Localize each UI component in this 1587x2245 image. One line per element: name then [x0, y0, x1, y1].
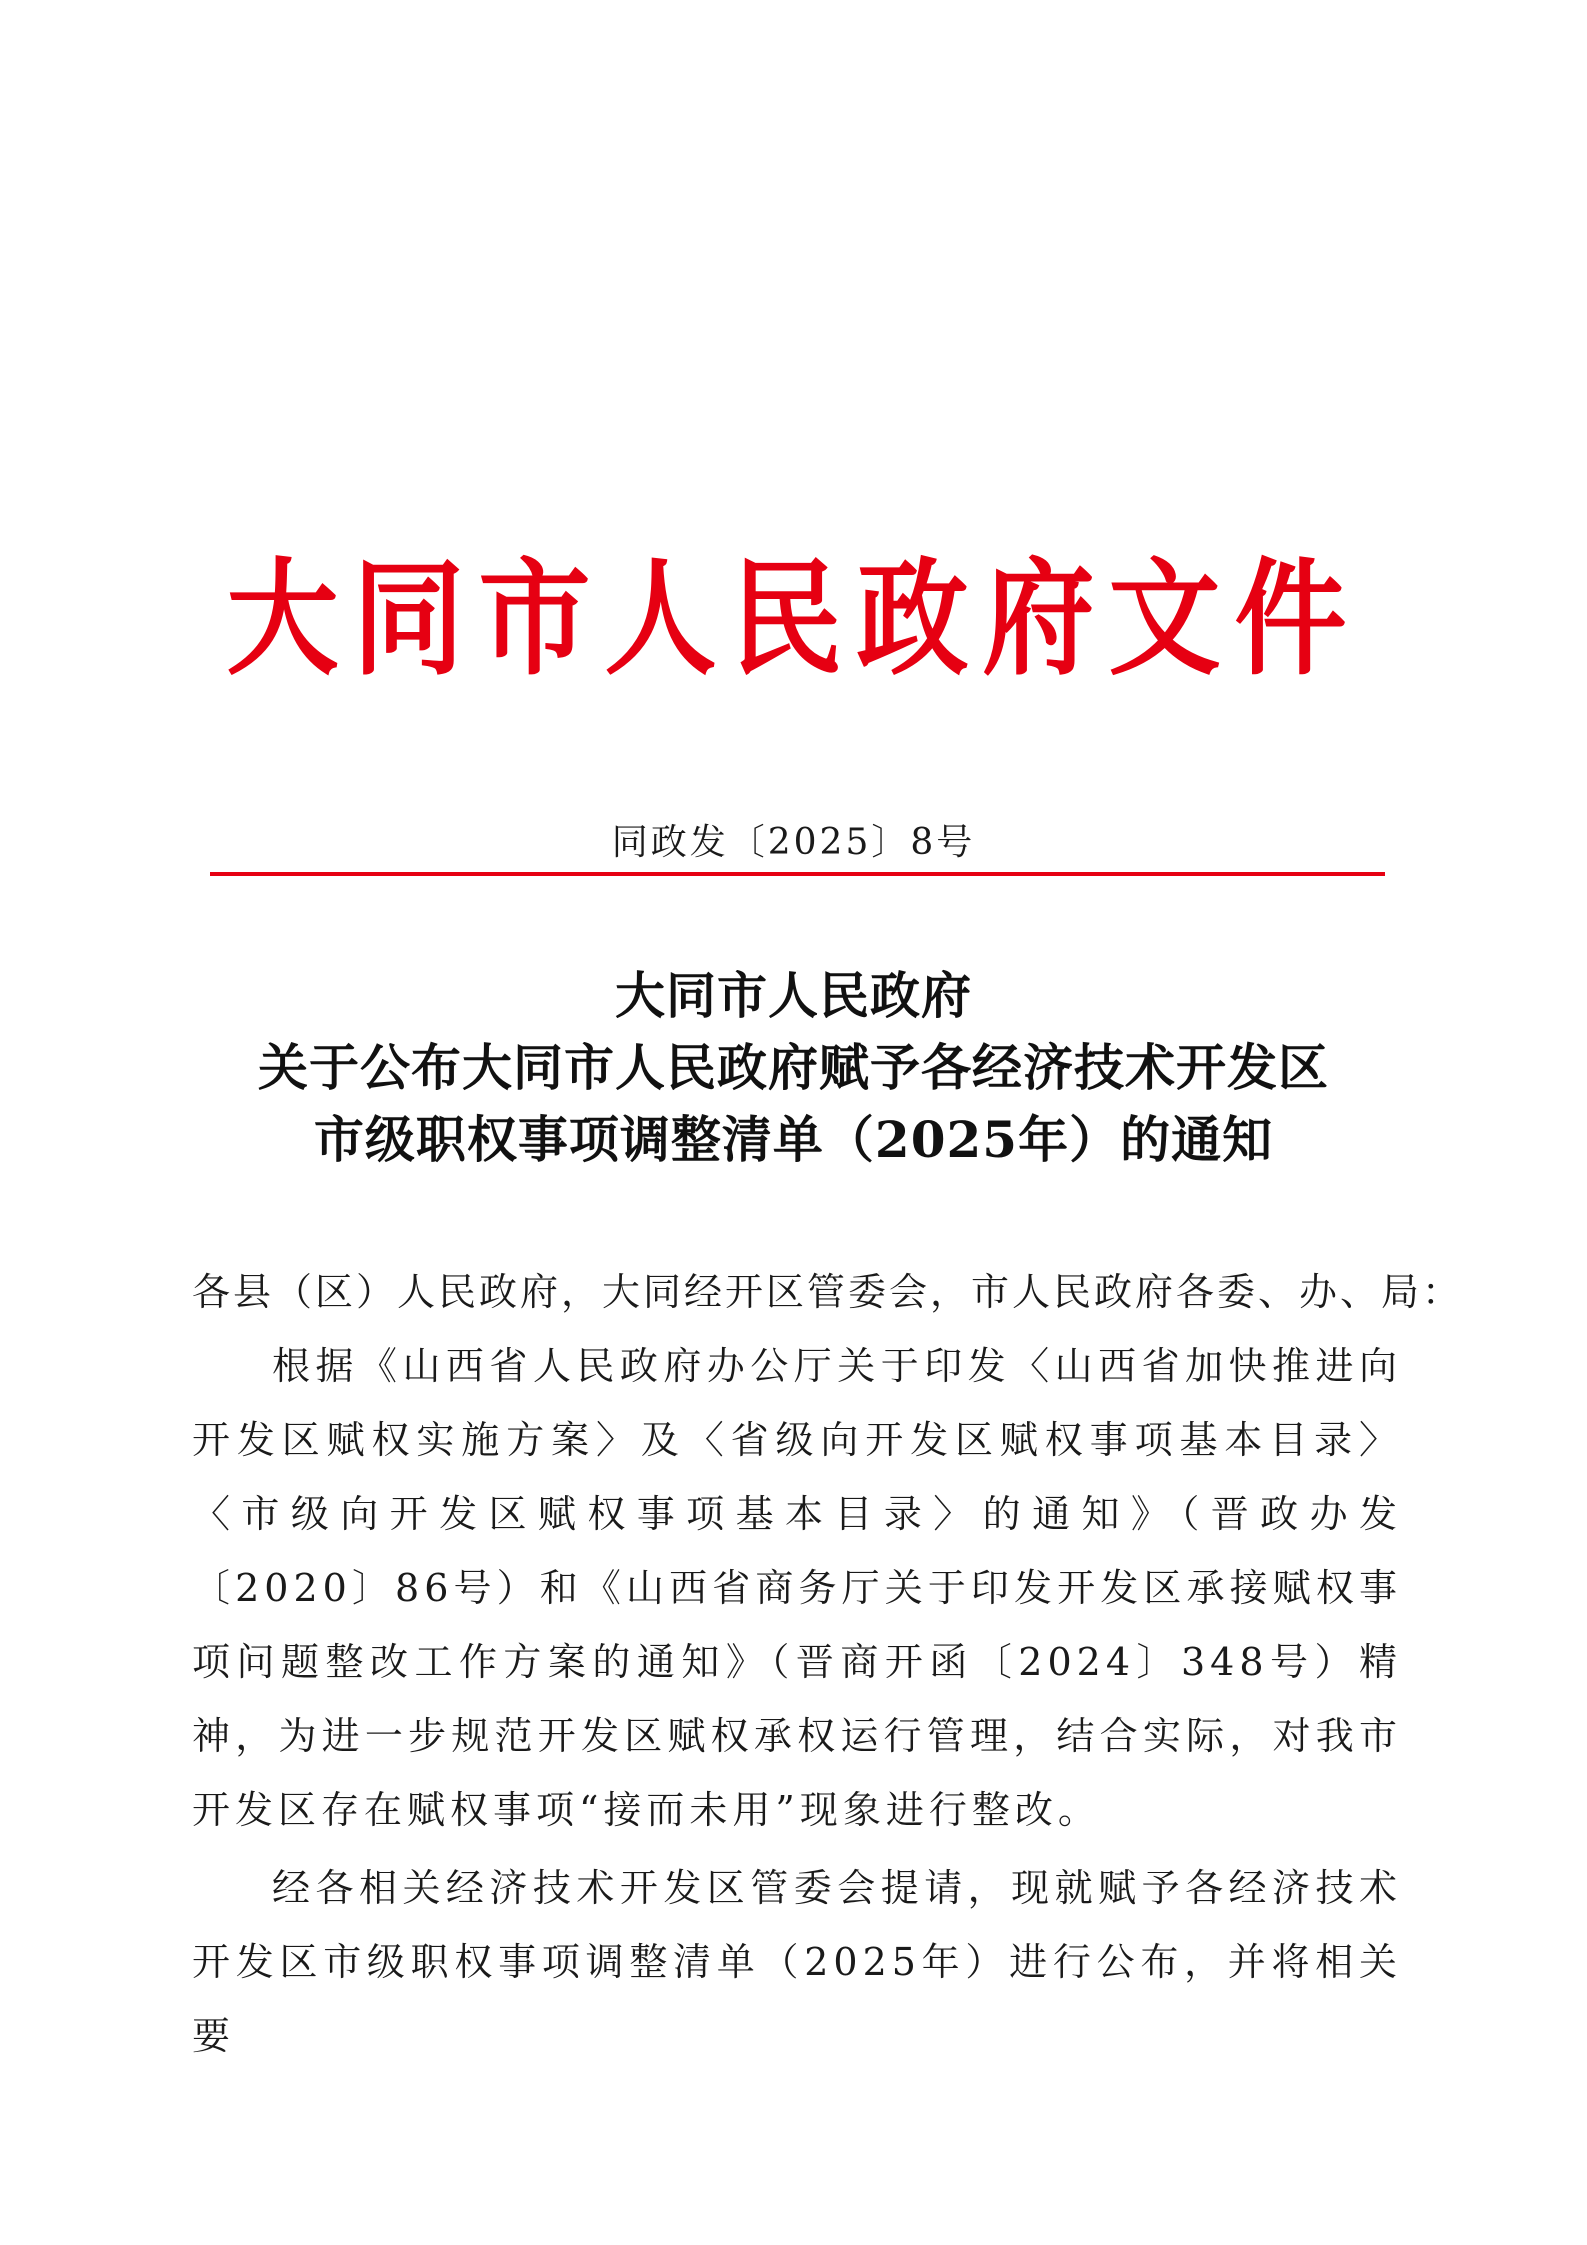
document-body	[192, 1255, 1464, 2073]
document-number: 同政发〔2025〕8号	[611, 822, 976, 863]
title-line-3: 市级职权事项调整清单（2025年）的通知	[313, 1110, 1274, 1169]
body-paragraph-2: 经各相关经济技术开发区管委会提请，现就赋予各经济技术开发区市级职权事项调整清单（2025年）进行公布，并将相关要	[192, 1866, 1402, 2058]
salutation: 各县（区）人民政府，大同经开区管委会，市人民政府各委、办、局：	[192, 1270, 1464, 1314]
body-paragraph-1: 根据《山西省人民政府办公厅关于印发〈山西省加快推进向开发区赋权实施方案〉及〈省级向开发区赋权事项基本目录〉〈市级向开发区赋权事项基本目录〉的通知》（晋政办发〔2020〕86号）和《山西省商务厅关于印发开发区承接赋权事项问题整改工作方案的通知》（晋商开函〔2024〕348号）精神，为进一步规范开发区赋权承权运行管理，结合实际，对我市开发区存在赋权事项“接而未用”现象进行整改。	[192, 1344, 1402, 1832]
red-divider-line	[210, 872, 1385, 876]
title-line-1: 大同市人民政府	[615, 966, 972, 1025]
title-line-2: 关于公布大同市人民政府赋予各经济技术开发区	[258, 1038, 1329, 1097]
notice-title	[150, 960, 1437, 1176]
masthead-title: 大同市人民政府文件	[226, 546, 1361, 693]
